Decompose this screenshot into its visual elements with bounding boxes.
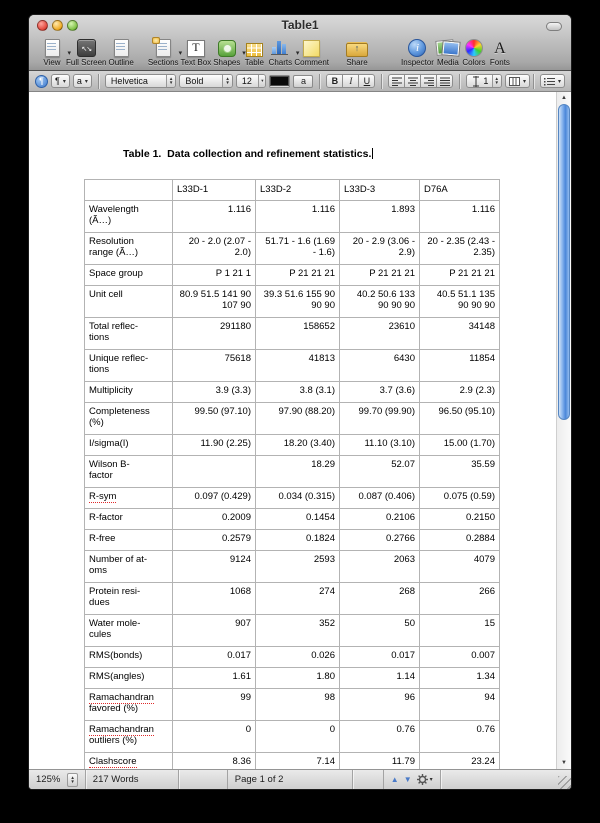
row-label[interactable] <box>85 488 173 509</box>
table-cell[interactable]: 0.075 (0.59) <box>420 488 500 509</box>
table-cell[interactable]: 0.76 <box>420 721 500 753</box>
align-center-button[interactable] <box>404 74 421 88</box>
colors-icon <box>462 38 486 57</box>
list-style-dropdown[interactable] <box>540 74 565 88</box>
table-cell[interactable]: 0.1824 <box>256 530 340 551</box>
table-row <box>85 265 500 286</box>
row-label-text: tions <box>89 332 110 343</box>
paragraph-style-icon[interactable]: ¶ <box>35 75 48 88</box>
column-header[interactable] <box>85 180 173 201</box>
stepper-icon: ▲ ▼ <box>492 75 501 87</box>
table-row <box>85 201 500 233</box>
table-cell[interactable]: 158652 <box>256 318 340 350</box>
toolbar-button-charts[interactable] <box>268 38 300 67</box>
toolbar-button-fonts[interactable] <box>488 38 512 67</box>
table-cell[interactable]: 268 <box>340 583 420 615</box>
toolbar-button-label: View <box>43 58 61 67</box>
table-cell[interactable]: 15 <box>420 615 500 647</box>
next-page-button[interactable]: ▼ <box>403 774 412 784</box>
scroll-up-arrow-icon[interactable]: ▲ <box>561 95 567 101</box>
table-row <box>85 615 500 647</box>
line-spacing-icon <box>472 76 480 87</box>
stepper-icon: ▾ <box>258 75 265 87</box>
window-resize-grip[interactable] <box>558 776 571 789</box>
row-label-text: Total reflec- <box>89 321 139 332</box>
divider <box>533 74 534 89</box>
scrollbar-thumb[interactable] <box>558 104 570 420</box>
row-label-text: R-free <box>89 533 116 544</box>
row-label[interactable] <box>85 583 173 615</box>
table-cell[interactable]: 0.2884 <box>420 530 500 551</box>
table-cell[interactable]: 97.90 (88.20) <box>256 403 340 435</box>
alignment-buttons <box>388 74 453 88</box>
page-navigation <box>383 770 441 789</box>
table-cell[interactable]: 0.2766 <box>340 530 420 551</box>
charts-icon <box>268 38 300 57</box>
shapes-icon <box>215 38 246 57</box>
toolbar-button-label: Shapes <box>213 58 241 67</box>
table-row <box>85 286 500 318</box>
row-label[interactable] <box>85 668 173 689</box>
toolbar-button-label: Inspector <box>401 58 434 67</box>
row-label[interactable] <box>85 233 173 265</box>
table-icon <box>242 38 266 57</box>
row-label-text: Unique reflec- <box>89 353 149 364</box>
comment-icon <box>300 38 324 57</box>
row-label-text: outliers (%) <box>89 735 138 746</box>
table-cell[interactable]: 94 <box>420 689 500 721</box>
row-label-text: Ramachandran <box>89 692 154 703</box>
table-cell[interactable]: 40.2 50.6 133 90 90 90 <box>340 286 420 318</box>
table-cell[interactable]: 98 <box>256 689 340 721</box>
pages-window <box>28 14 572 790</box>
table-cell[interactable]: 52.07 <box>340 456 420 488</box>
toolbar-button-label: Charts <box>268 58 293 67</box>
line-spacing-control[interactable] <box>466 74 502 88</box>
table-cell[interactable]: 2.9 (2.3) <box>420 382 500 403</box>
toolbar-button-label: Share <box>346 58 368 67</box>
row-label[interactable] <box>85 615 173 647</box>
table-cell[interactable]: 1.80 <box>256 668 340 689</box>
row-label-text: Space group <box>89 268 143 279</box>
table-cell[interactable]: 11.79 <box>340 753 420 770</box>
table-cell[interactable]: 1.116 <box>256 201 340 233</box>
table-cell[interactable]: 1.116 <box>420 201 500 233</box>
character-style-glyph: a <box>76 76 82 86</box>
row-label[interactable] <box>85 286 173 318</box>
row-label-text: range (Ã…) <box>89 247 139 258</box>
table-cell[interactable]: 0.2106 <box>340 509 420 530</box>
page-content <box>84 136 500 769</box>
table-row <box>85 488 500 509</box>
table-row <box>85 689 500 721</box>
toolbar-button-share[interactable] <box>345 38 369 67</box>
table-cell[interactable]: 75618 <box>173 350 256 382</box>
stats-table[interactable] <box>84 179 500 769</box>
row-label-text: Multiplicity <box>89 385 133 396</box>
table-cell[interactable]: 20 - 2.9 (3.06 - 2.9) <box>340 233 420 265</box>
table-cell[interactable]: 23610 <box>340 318 420 350</box>
table-cell[interactable]: 0.2150 <box>420 509 500 530</box>
row-label[interactable] <box>85 350 173 382</box>
align-left-button[interactable] <box>388 74 405 88</box>
row-label-text: Ramachandran <box>89 724 154 735</box>
table-cell[interactable]: 80.9 51.5 141 90 107 90 <box>173 286 256 318</box>
table-header-row <box>85 180 500 201</box>
chevron-down-icon: ▾ <box>295 50 300 57</box>
align-center-icon <box>408 77 418 86</box>
toolbar-button-label: Full Screen <box>66 58 107 67</box>
table-cell[interactable]: 1.34 <box>420 668 500 689</box>
table-cell[interactable]: 0.2579 <box>173 530 256 551</box>
inspector-glyph: i <box>415 42 420 54</box>
table-cell[interactable]: 274 <box>256 583 340 615</box>
table-cell[interactable]: 0.1454 <box>256 509 340 530</box>
zoom-stepper-icon[interactable]: ▲ ▼ <box>67 773 77 787</box>
table-cell[interactable]: 15.00 (1.70) <box>420 435 500 456</box>
table-cell[interactable]: 0.007 <box>420 647 500 668</box>
toolbar-button-label: Sections <box>147 58 179 67</box>
table-cell[interactable]: 9124 <box>173 551 256 583</box>
table-cell[interactable]: 20 - 2.35 (2.43 - 2.35) <box>420 233 500 265</box>
text-box-glyph: T <box>192 40 200 54</box>
row-label[interactable] <box>85 721 173 753</box>
chevron-down-icon: ▾ <box>62 78 66 85</box>
paragraph-style-dropdown[interactable] <box>51 74 70 88</box>
row-label-text: Resolution <box>89 236 134 247</box>
table-cell[interactable]: 18.29 <box>256 456 340 488</box>
table-cell[interactable]: 0.087 (0.406) <box>340 488 420 509</box>
font-family-select[interactable] <box>105 74 176 88</box>
row-label[interactable] <box>85 509 173 530</box>
bold-button[interactable]: B <box>326 74 343 88</box>
row-label-text: (Ã…) <box>89 215 112 226</box>
gear-icon <box>417 774 428 785</box>
row-label-text: factor <box>89 470 113 481</box>
stepper-icon: ▲ ▼ <box>222 75 231 87</box>
chevron-down-icon: ▾ <box>557 78 561 85</box>
table-cell[interactable]: P 1 21 1 <box>173 265 256 286</box>
view-icon <box>40 38 71 57</box>
row-label-text: cules <box>89 629 112 640</box>
word-count-label: 217 Words <box>92 774 139 785</box>
columns-icon <box>509 77 520 86</box>
row-label-text: tions <box>89 364 110 375</box>
table-cell[interactable]: P 21 21 21 <box>256 265 340 286</box>
table-cell[interactable]: 3.7 (3.6) <box>340 382 420 403</box>
table-cell[interactable]: 0.026 <box>256 647 340 668</box>
table-row <box>85 318 500 350</box>
row-label[interactable] <box>85 753 173 770</box>
table-cell[interactable]: 1.61 <box>173 668 256 689</box>
row-label[interactable] <box>85 435 173 456</box>
row-label-text: I/sigma(I) <box>89 438 129 449</box>
toolbar-button-outline[interactable] <box>108 38 133 67</box>
stepper-icon: ▲ ▼ <box>166 75 175 87</box>
table-row <box>85 456 500 488</box>
table-row <box>85 530 500 551</box>
fonts-glyph: A <box>494 40 506 57</box>
chevron-down-icon: ▾ <box>67 50 71 57</box>
toolbar-button-view[interactable] <box>40 38 71 67</box>
table-cell[interactable]: 99.70 (99.90) <box>340 403 420 435</box>
highlight-color-well[interactable] <box>293 75 313 88</box>
table-row <box>85 509 500 530</box>
toolbar-button-colors[interactable] <box>462 38 486 67</box>
table-row <box>85 403 500 435</box>
row-label-text: Number of at- <box>89 554 148 565</box>
row-label-text: R-sym <box>89 491 117 502</box>
row-label-text: Wavelength <box>89 204 139 215</box>
table-cell[interactable]: 1.893 <box>340 201 420 233</box>
page[interactable] <box>29 92 556 769</box>
table-row <box>85 435 500 456</box>
row-label[interactable] <box>85 318 173 350</box>
toolbar-button-media[interactable] <box>436 38 460 67</box>
table-cell[interactable]: 34148 <box>420 318 500 350</box>
typeface-value: Bold <box>185 76 204 86</box>
table-cell[interactable]: 0.2009 <box>173 509 256 530</box>
style-buttons <box>326 74 375 88</box>
table-cell[interactable]: 50 <box>340 615 420 647</box>
table-cell[interactable]: 0.097 (0.429) <box>173 488 256 509</box>
align-justify-button[interactable] <box>436 74 453 88</box>
row-label[interactable] <box>85 456 173 488</box>
outline-icon <box>109 38 133 57</box>
scroll-down-arrow-icon[interactable]: ▼ <box>561 760 567 766</box>
line-spacing-value: 1 <box>483 76 489 86</box>
zoom-level: 125% <box>36 774 61 785</box>
table-cell[interactable]: 41813 <box>256 350 340 382</box>
table-cell[interactable]: 96.50 (95.10) <box>420 403 500 435</box>
toolbar-button-shapes[interactable] <box>213 38 246 67</box>
table-row <box>85 721 500 753</box>
row-label-text: R-factor <box>89 512 123 523</box>
row-label-text: Water mole- <box>89 618 141 629</box>
column-header[interactable]: L33D-2 <box>256 180 340 201</box>
chevron-down-icon: ▾ <box>429 777 433 783</box>
table-cell[interactable]: 6430 <box>340 350 420 382</box>
table-cell[interactable]: 2593 <box>256 551 340 583</box>
table-row <box>85 668 500 689</box>
column-header[interactable]: L33D-1 <box>173 180 256 201</box>
row-label-text: Protein resi- <box>89 586 141 597</box>
chevron-down-icon: ▾ <box>242 50 246 57</box>
table-cell[interactable] <box>173 456 256 488</box>
toolbar-button-label: Outline <box>108 58 134 67</box>
underline-button[interactable]: U <box>358 74 375 88</box>
align-left-icon <box>392 77 402 86</box>
window-title: Table1 <box>281 18 319 32</box>
table-cell[interactable]: 0 <box>173 721 256 753</box>
zoom-control[interactable] <box>29 770 86 789</box>
add-section-badge-icon <box>152 37 160 44</box>
table-cell[interactable]: 11.90 (2.25) <box>173 435 256 456</box>
list-icon <box>544 77 555 86</box>
text-color-well[interactable] <box>269 75 290 88</box>
status-gear-menu[interactable] <box>417 774 433 785</box>
table-row <box>85 753 500 770</box>
title-bar[interactable] <box>29 15 571 37</box>
divider <box>381 74 382 89</box>
table-cell[interactable]: 40.5 51.1 135 90 90 90 <box>420 286 500 318</box>
table-cell[interactable]: 96 <box>340 689 420 721</box>
table-cell[interactable]: 7.14 <box>256 753 340 770</box>
toolbar-button-full-screen[interactable] <box>66 38 106 67</box>
toolbar <box>29 37 571 70</box>
columns-dropdown[interactable] <box>505 74 530 88</box>
row-label-text: Wilson B- <box>89 459 130 470</box>
table-cell[interactable]: 2063 <box>340 551 420 583</box>
row-label-text: Clashscore <box>89 756 137 767</box>
toolbar-button-label: Table <box>244 58 264 67</box>
toolbar-toggle-pill[interactable] <box>546 22 562 31</box>
toolbar-button-comment[interactable] <box>294 38 329 67</box>
toolbar-button-label: Comment <box>294 58 330 67</box>
chevron-down-icon: ▾ <box>522 78 526 85</box>
table-cell[interactable]: 1.14 <box>340 668 420 689</box>
text-box-icon <box>184 38 208 57</box>
table-cell[interactable]: 1.116 <box>173 201 256 233</box>
table-cell[interactable]: 0.017 <box>340 647 420 668</box>
chevron-down-icon: ▾ <box>178 50 183 57</box>
column-header[interactable]: D76A <box>420 180 500 201</box>
table-cell[interactable]: 20 - 2.0 (2.07 - 2.0) <box>173 233 256 265</box>
table-cell[interactable]: 99.50 (97.10) <box>173 403 256 435</box>
row-label[interactable] <box>85 530 173 551</box>
stats-table-body <box>85 180 500 770</box>
divider <box>319 74 320 89</box>
table-cell[interactable]: 23.24 <box>420 753 500 770</box>
table-cell[interactable]: 35.59 <box>420 456 500 488</box>
fonts-icon <box>488 38 512 57</box>
table-row <box>85 551 500 583</box>
format-bar <box>29 71 571 92</box>
table-cell[interactable]: 18.20 (3.40) <box>256 435 340 456</box>
table-cell[interactable]: 352 <box>256 615 340 647</box>
row-label[interactable] <box>85 201 173 233</box>
table-cell[interactable]: 266 <box>420 583 500 615</box>
font-size-select[interactable] <box>236 74 267 88</box>
table-cell[interactable]: 51.71 - 1.6 (1.69 - 1.6) <box>256 233 340 265</box>
table-cell[interactable]: 3.9 (3.3) <box>173 382 256 403</box>
table-cell[interactable]: 291180 <box>173 318 256 350</box>
row-label[interactable] <box>85 689 173 721</box>
table-row <box>85 647 500 668</box>
toolbar-button-label: Fonts <box>489 58 510 67</box>
character-style-dropdown[interactable] <box>73 74 92 88</box>
table-cell[interactable]: P 21 21 21 <box>420 265 500 286</box>
share-icon <box>345 38 369 57</box>
vertical-scrollbar[interactable] <box>556 92 571 769</box>
table-cell[interactable]: 11854 <box>420 350 500 382</box>
document-area <box>29 92 571 769</box>
table-cell[interactable]: 3.8 (3.1) <box>256 382 340 403</box>
word-count <box>86 770 179 789</box>
row-label[interactable] <box>85 382 173 403</box>
table-cell[interactable]: 8.36 <box>173 753 256 770</box>
typeface-select[interactable] <box>179 74 233 88</box>
divider <box>98 74 99 89</box>
status-bar <box>29 769 571 789</box>
row-label[interactable] <box>85 551 173 583</box>
table-cell[interactable]: 4079 <box>420 551 500 583</box>
highlight-glyph: a <box>300 76 306 86</box>
page-indicator <box>227 770 353 789</box>
row-label-text: dues <box>89 597 110 608</box>
full-screen-icon <box>74 38 98 57</box>
toolbar-button-inspector[interactable] <box>401 38 434 67</box>
media-icon <box>436 38 460 57</box>
paragraph-style-glyph: ¶ <box>55 76 60 86</box>
row-label[interactable] <box>85 403 173 435</box>
toolbar-button-label: Colors <box>462 58 486 67</box>
window-chrome <box>29 15 571 71</box>
toolbar-button-sections[interactable] <box>147 38 183 67</box>
font-size-value: 12 <box>241 76 252 86</box>
font-family-value: Helvetica <box>110 76 148 86</box>
table-cell[interactable]: 0.017 <box>173 647 256 668</box>
italic-button[interactable]: I <box>342 74 359 88</box>
text-color-swatch <box>270 76 289 86</box>
align-right-icon <box>424 77 434 86</box>
previous-page-button[interactable]: ▲ <box>390 774 399 784</box>
align-justify-icon <box>440 77 450 86</box>
table-cell[interactable]: 99 <box>173 689 256 721</box>
row-label-text: oms <box>89 565 107 576</box>
row-label-text: Completeness <box>89 406 150 417</box>
row-label-text: Unit cell <box>89 289 123 300</box>
row-label[interactable] <box>85 647 173 668</box>
full-screen-glyph: ↖↘ <box>81 46 92 53</box>
align-right-button[interactable] <box>420 74 437 88</box>
row-label[interactable] <box>85 265 173 286</box>
sections-icon <box>151 38 183 57</box>
table-cell[interactable]: 0.034 (0.315) <box>256 488 340 509</box>
toolbar-button-text-box[interactable] <box>178 38 212 67</box>
table-row <box>85 583 500 615</box>
divider <box>459 74 460 89</box>
table-cell[interactable]: 907 <box>173 615 256 647</box>
chevron-down-icon: ▾ <box>84 78 88 85</box>
caption-line[interactable] <box>88 136 500 172</box>
table-cell[interactable]: 11.10 (3.10) <box>340 435 420 456</box>
table-cell[interactable]: 39.3 51.6 155 90 90 90 <box>256 286 340 318</box>
text-cursor <box>372 148 373 159</box>
table-cell[interactable]: 1068 <box>173 583 256 615</box>
row-label-text: RMS(angles) <box>89 671 145 682</box>
table-caption: Table 1. Data collection and refinement statistics. <box>123 148 372 160</box>
toolbar-button-table[interactable] <box>242 38 266 67</box>
table-row <box>85 350 500 382</box>
toolbar-button-label: Text Box <box>180 58 212 67</box>
inspector-icon <box>405 38 429 57</box>
table-cell[interactable]: P 21 21 21 <box>340 265 420 286</box>
table-cell[interactable]: 0 <box>256 721 340 753</box>
page-indicator-label: Page 1 of 2 <box>234 774 284 785</box>
row-label-text: (%) <box>89 417 104 428</box>
row-label-text: RMS(bonds) <box>89 650 143 661</box>
row-label-text: favored (%) <box>89 703 139 714</box>
column-header[interactable]: L33D-3 <box>340 180 420 201</box>
table-cell[interactable]: 0.76 <box>340 721 420 753</box>
table-row <box>85 233 500 265</box>
toolbar-button-label: Media <box>437 58 459 67</box>
table-row <box>85 382 500 403</box>
share-glyph: ↑ <box>354 43 360 53</box>
